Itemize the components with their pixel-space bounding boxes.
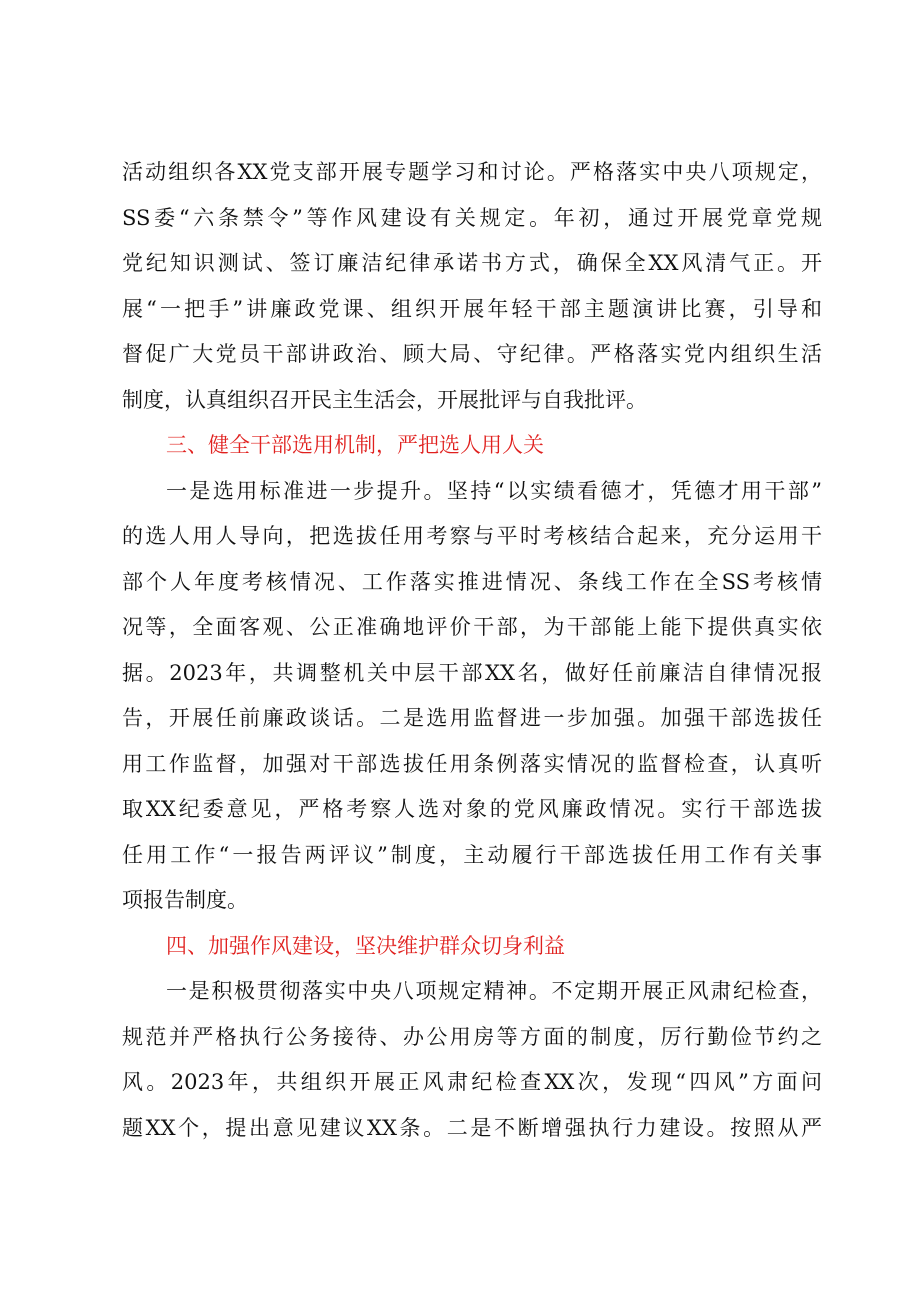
paragraph-line: 展“一把手”讲廉政党课、组织开展年轻干部主题演讲比赛，引导和 xyxy=(122,296,822,321)
paragraph-line: 部个人年度考核情况、工作落实推进情况、条线工作在全SS考核情 xyxy=(122,569,822,594)
paragraph-line: 告，开展任前廉政谈话。二是选用监督进一步加强。加强干部选拔任 xyxy=(122,706,822,730)
paragraph-line: 题XX个，提出意见建议XX条。二是不断增强执行力建设。按照从严 xyxy=(122,1115,822,1140)
paragraph-line: 风。2023年，共组织开展正风肃纪检查XX次，发现“四风”方面问 xyxy=(122,1070,822,1094)
paragraph-line: 据。2023年，共调整机关中层干部XX名，做好任前廉洁自律情况报 xyxy=(122,660,822,685)
paragraph-line: 项报告制度。 xyxy=(122,888,248,912)
paragraph-line: 规范并严格执行公务接待、办公用房等方面的制度，厉行勤俭节约之 xyxy=(122,1024,822,1049)
section-heading: 四、加强作风建设，坚决维护群众切身利益 xyxy=(166,933,565,958)
paragraph-line: 用工作监督，加强对干部选拔任用条例落实情况的监督检查，认真听 xyxy=(122,751,822,776)
paragraph-line: 的选人用人导向，把选拔任用考察与平时考核结合起来，充分运用干 xyxy=(122,524,822,548)
paragraph-line: 一是积极贯彻落实中央八项规定精神。不定期开展正风肃纪检查， xyxy=(166,979,822,1003)
paragraph-line: 一是选用标准进一步提升。坚持“以实绩看德才，凭德才用干部” xyxy=(166,478,822,503)
paragraph-line: 取XX纪委意见，严格考察人选对象的党风廉政情况。实行干部选拔 xyxy=(122,797,822,821)
paragraph-line: 党纪知识测试、签订廉洁纪律承诺书方式，确保全XX风清气正。开 xyxy=(122,251,822,275)
paragraph-line: 制度，认真组织召开民主生活会，开展批评与自我批评。 xyxy=(122,387,647,412)
paragraph-line: 活动组织各XX党支部开展专题学习和讨论。严格落实中央八项规定， xyxy=(122,160,822,184)
paragraph-line: SS委“六条禁令”等作风建设有关规定。年初，通过开展党章党规 xyxy=(122,205,822,230)
document-body xyxy=(122,150,822,1151)
paragraph-line: 况等，全面客观、公正准确地评价干部，为干部能上能下提供真实依 xyxy=(122,615,822,639)
paragraph-line: 任用工作“一报告两评议”制度，主动履行干部选拔任用工作有关事 xyxy=(122,842,822,867)
section-heading: 三、健全干部选用机制，严把选人用人关 xyxy=(166,433,544,457)
paragraph-line: 督促广大党员干部讲政治、顾大局、守纪律。严格落实党内组织生活 xyxy=(122,342,822,366)
